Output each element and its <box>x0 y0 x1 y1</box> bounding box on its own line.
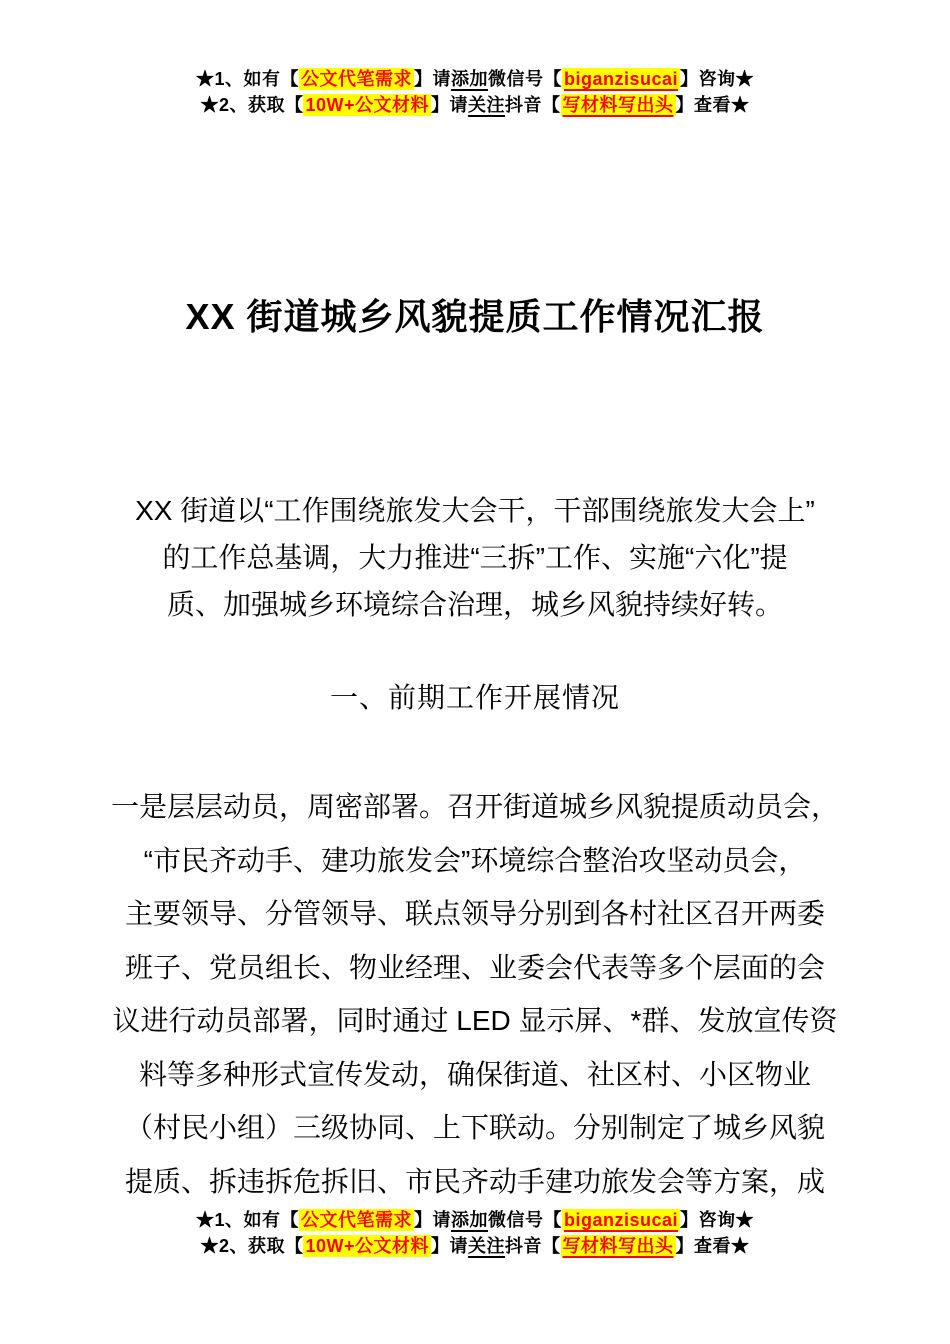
intro-line: 的工作总基调，大力推进“三拆”工作、实施“六化”提 <box>162 542 788 573</box>
promo-segment: 】查看★ <box>675 95 750 115</box>
body-line: （村民小组）三级协同、上下联动。分别制定了城乡风貌 <box>124 1112 825 1143</box>
promo-segment: 10W+公文材料 <box>305 1236 430 1256</box>
body-line: 提质、拆违拆危拆旧、市民齐动手建功旅发会等方案，成 <box>124 1165 825 1197</box>
promo-segment: 】请 <box>431 1236 469 1256</box>
body-line: “市民齐动手、建功旅发会”环境综合整治攻坚动员会， <box>143 844 807 876</box>
footer-promo-line-1 <box>0 1207 950 1233</box>
header-promo-line-1 <box>0 66 950 92</box>
footer-promo <box>0 1207 950 1259</box>
promo-segment: 写材料写出头 <box>562 1236 674 1256</box>
promo-segment: 】请 <box>413 69 451 89</box>
body-line: 班子、党员组长、物业经理、业委会代表等多个层面的会 <box>124 951 825 983</box>
promo-segment: 】请 <box>413 1210 451 1230</box>
body-paragraph <box>0 780 950 1208</box>
promo-segment: ★1、如有【 <box>195 1210 299 1230</box>
section-heading: 一、前期工作开展情况 <box>329 682 620 713</box>
promo-segment: 】查看★ <box>675 1236 750 1256</box>
promo-segment: 微信号【 <box>487 69 562 89</box>
promo-segment: 写材料写出头 <box>562 95 674 115</box>
promo-segment: 添加 <box>450 69 488 89</box>
promo-segment: ★1、如有【 <box>195 69 299 89</box>
header-promo-line-2 <box>0 92 950 118</box>
document-title: XX 街道城乡风貌提质工作情况汇报 <box>185 296 765 337</box>
promo-segment: 公文代笔需求 <box>300 69 412 89</box>
body-line: 主要领导、分管领导、联点领导分别到各村社区召开两委 <box>124 898 825 929</box>
promo-segment: 】请 <box>431 95 469 115</box>
promo-segment: 公文代笔需求 <box>300 1210 412 1230</box>
promo-segment: 关注 <box>468 95 506 115</box>
body-line: 料等多种形式宣传发动，确保街道、社区村、小区物业 <box>138 1058 811 1090</box>
body-line: 一是层层动员，周密部署。召开街道城乡风貌提质动员会， <box>110 791 839 822</box>
promo-segment: 抖音【 <box>505 95 561 115</box>
header-promo <box>0 66 950 118</box>
promo-segment: 10W+公文材料 <box>305 95 430 115</box>
promo-segment: 添加 <box>450 1210 488 1230</box>
promo-segment: 】咨询★ <box>680 69 755 89</box>
body-line: 议进行动员部署，同时通过 LED 显示屏、*群、发放宣传资 <box>112 1005 838 1036</box>
promo-segment: 】咨询★ <box>680 1210 755 1230</box>
footer-promo-line-2 <box>0 1233 950 1259</box>
intro-line: 质、加强城乡环境综合治理，城乡风貌持续好转。 <box>166 589 783 620</box>
promo-segment: 关注 <box>468 1236 506 1256</box>
promo-segment: ★2、获取【 <box>200 1236 304 1256</box>
promo-segment: biganzisucai <box>563 1210 679 1230</box>
intro-line: XX 街道以“工作围绕旅发大会干，干部围绕旅发大会上” <box>135 495 815 526</box>
promo-segment: 微信号【 <box>487 1210 562 1230</box>
promo-segment: biganzisucai <box>563 69 679 89</box>
promo-segment: 抖音【 <box>505 1236 561 1256</box>
intro-paragraph <box>0 487 950 628</box>
promo-segment: ★2、获取【 <box>200 95 304 115</box>
